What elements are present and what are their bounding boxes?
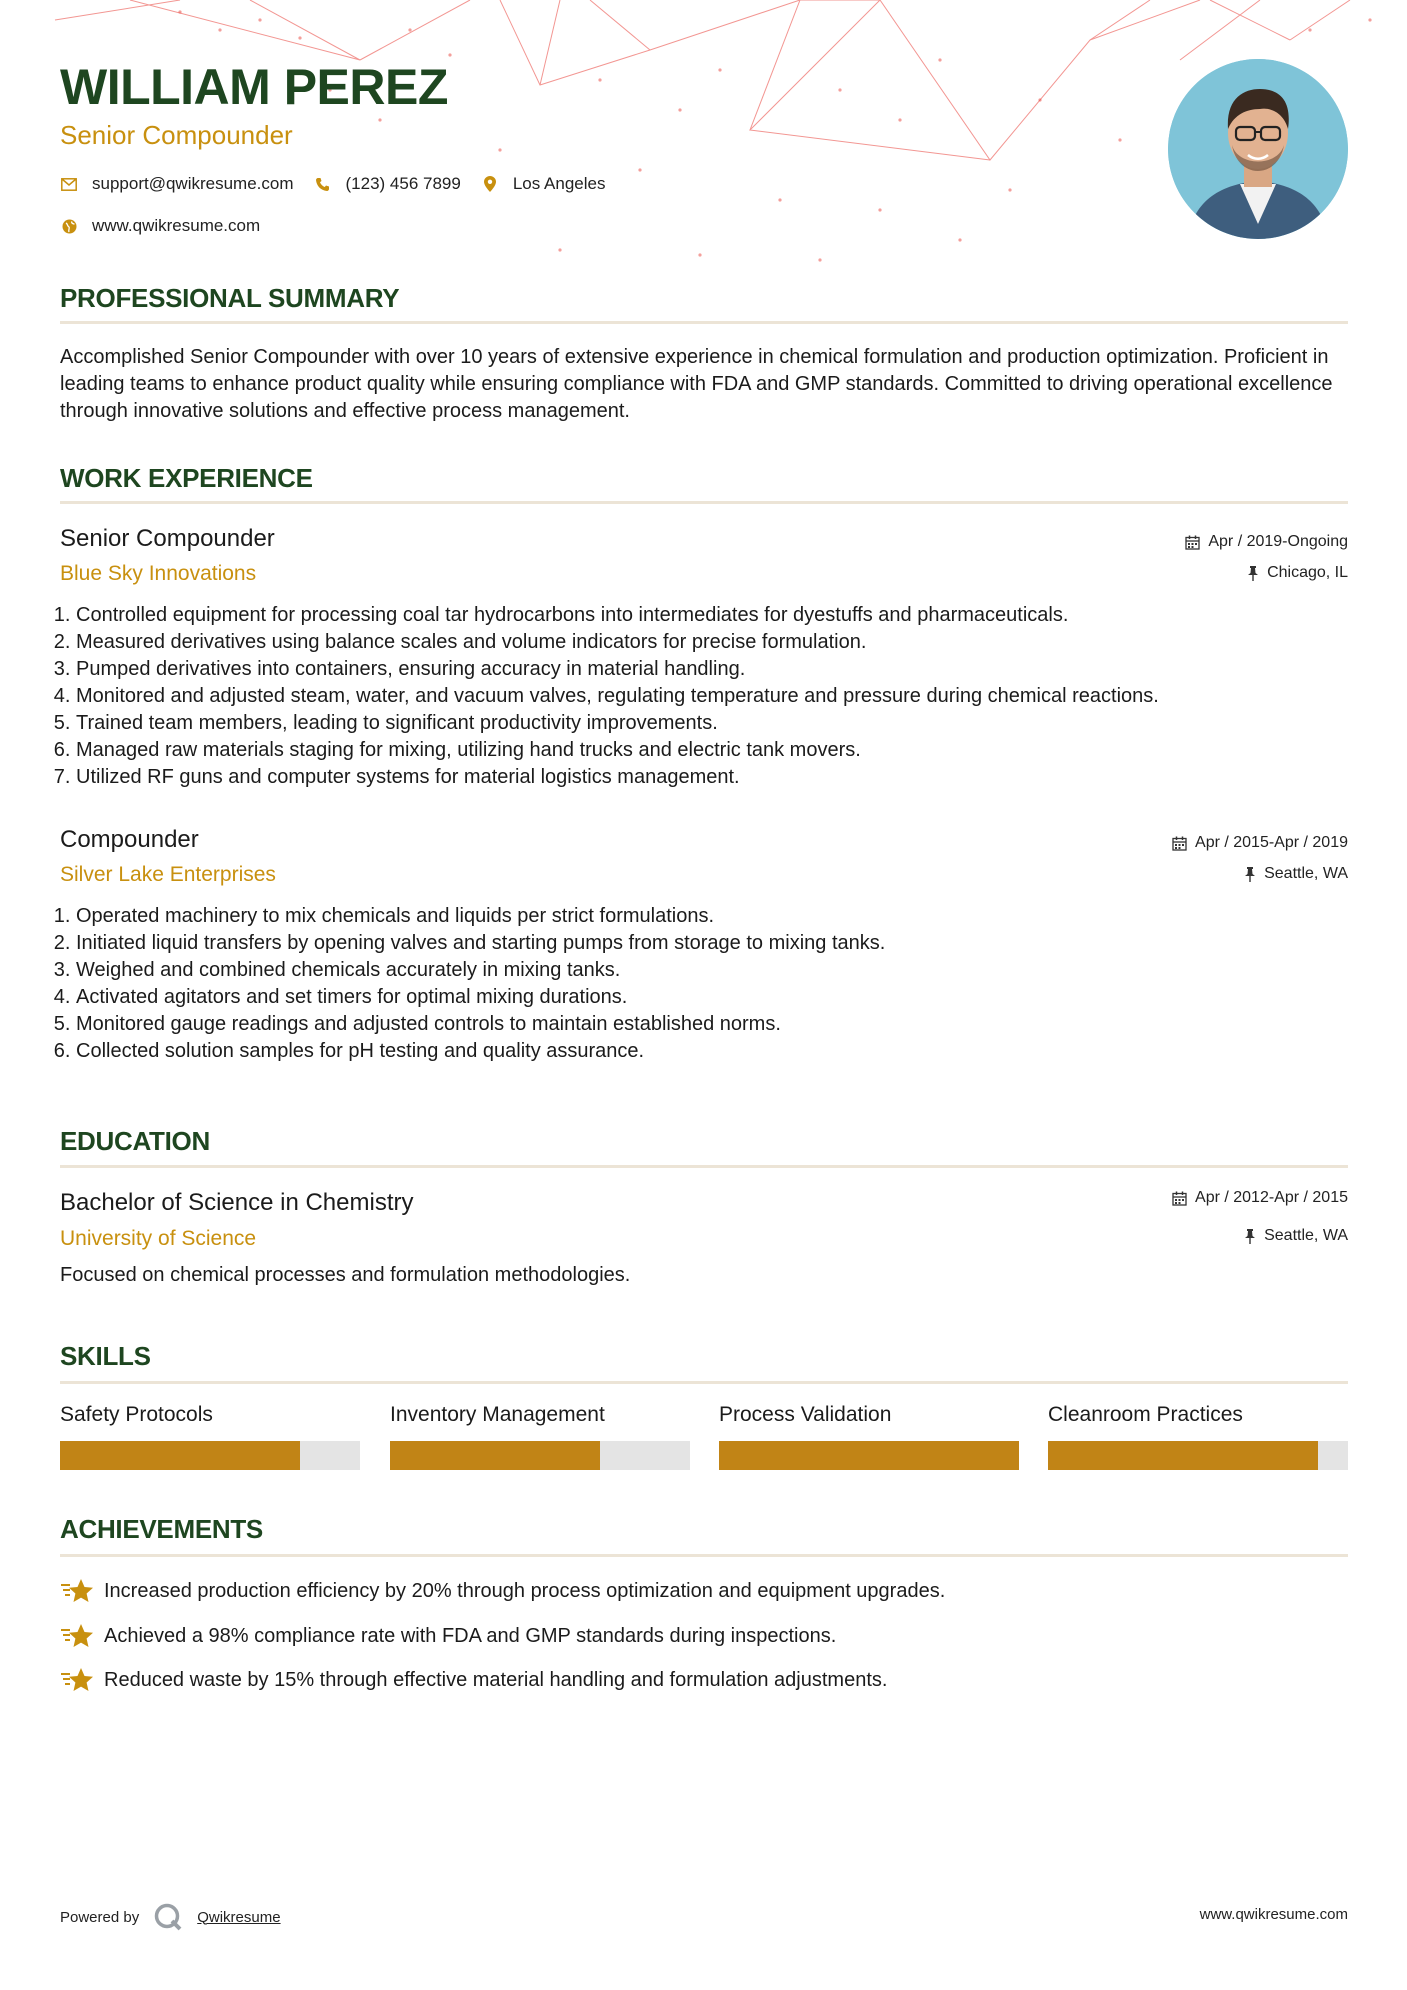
summary-divider: [60, 321, 1348, 324]
pushpin-icon: [1247, 566, 1259, 581]
job-bullet: 1. Controlled equipment for processing coal tar hydrocarbons into intermediates for dyestuffs and pharmaceuticals.: [76, 602, 1366, 629]
pushpin-icon: [1244, 867, 1256, 882]
contact-website[interactable]: [60, 216, 260, 236]
achievement-text: Increased production efficiency by 20% through process optimization and equipment upgrades.: [104, 1579, 946, 1602]
skills-heading: SKILLS: [60, 1341, 151, 1371]
pushpin-icon: [1244, 1229, 1256, 1244]
job-bullet-list: [54, 602, 1366, 791]
job-title: Senior Compounder: [60, 525, 275, 552]
achievement-text: Reduced waste by 15% through effective material handling and formulation adjustments.: [104, 1668, 888, 1691]
achievements-heading: ACHIEVEMENTS: [60, 1514, 263, 1544]
skill-level-track: [60, 1441, 360, 1470]
job-bullet: 4. Monitored and adjusted steam, water, and vacuum valves, regulating temperature and pressure during chemical reactions.: [76, 683, 1366, 710]
experience-heading: WORK EXPERIENCE: [60, 463, 313, 493]
job-location-text: Chicago, IL: [1267, 564, 1348, 581]
profile-photo: [1168, 59, 1348, 239]
job-dates: [1185, 533, 1348, 551]
education-heading: EDUCATION: [60, 1126, 210, 1156]
job-bullet: 2. Initiated liquid transfers by opening valves and starting pumps from storage to mixing tanks.: [76, 930, 1366, 957]
skill-name: Cleanroom Practices: [1048, 1403, 1243, 1426]
skill-level-fill: [1048, 1441, 1318, 1470]
footer-powered-by: [60, 1902, 281, 1932]
skill-level-fill: [719, 1441, 1019, 1470]
qwikresume-logo-icon: [153, 1902, 183, 1932]
job-dates: [1172, 834, 1348, 852]
achievement-item: [60, 1577, 945, 1605]
contact-location-text: Los Angeles: [512, 174, 606, 193]
skill-item: [1048, 1403, 1348, 1470]
footer-brand-link[interactable]: Qwikresume: [197, 1908, 281, 1926]
contact-email-text: support@qwikresume.com: [92, 174, 294, 193]
candidate-role: Senior Compounder: [60, 120, 293, 150]
education-dates: [1172, 1189, 1348, 1207]
job-bullet: 1. Operated machinery to mix chemicals and liquids per strict formulations.: [76, 903, 1366, 930]
map-pin-icon: [481, 175, 499, 193]
star-icon: [60, 1577, 94, 1605]
skill-name: Inventory Management: [390, 1403, 605, 1426]
contact-phone-text: (123) 456 7899: [345, 174, 461, 193]
job-company: Blue Sky Innovations: [60, 562, 257, 585]
candidate-name: WILLIAM PEREZ: [60, 59, 448, 115]
job-location-text: Seattle, WA: [1264, 865, 1348, 882]
job-bullet: 7. Utilized RF guns and computer systems for material logistics management.: [76, 764, 1366, 791]
achievements-divider: [60, 1554, 1348, 1557]
achievement-item: [60, 1666, 887, 1694]
skill-item: [60, 1403, 360, 1470]
job-bullet: 3. Weighed and combined chemicals accurately in mixing tanks.: [76, 957, 1366, 984]
envelope-icon: [60, 175, 78, 193]
skill-level-track: [719, 1441, 1019, 1470]
footer-website-link[interactable]: www.qwikresume.com: [1199, 1906, 1348, 1923]
summary-text: Accomplished Senior Compounder with over 10 years of extensive experience in chemical formulation and production optimization. Proficient in leading teams to enhance product quality while ensuring compliance with FDA and GMP standards. Committed to driving operational excellence through innovative solutions and effective process management.: [60, 346, 1333, 422]
job-bullet: 2. Measured derivatives using balance scales and volume indicators for precise formulation.: [76, 629, 1366, 656]
experience-divider: [60, 501, 1348, 504]
calendar-icon: [1172, 836, 1187, 851]
contact-website-text: www.qwikresume.com: [92, 216, 261, 235]
job-location: [1244, 865, 1348, 883]
skill-level-fill: [60, 1441, 300, 1470]
job-bullet: 5. Monitored gauge readings and adjusted controls to maintain established norms.: [76, 1011, 1366, 1038]
contact-phone[interactable]: [314, 174, 461, 194]
skill-name: Process Validation: [719, 1403, 892, 1426]
job-bullet: 3. Pumped derivatives into containers, ensuring accuracy in material handling.: [76, 656, 1366, 683]
education-location: [1244, 1227, 1348, 1245]
achievement-item: [60, 1622, 836, 1650]
contact-row-primary: [60, 174, 625, 194]
calendar-icon: [1185, 535, 1200, 550]
calendar-icon: [1172, 1191, 1187, 1206]
education-description: Focused on chemical processes and formulation methodologies.: [60, 1264, 631, 1286]
skill-level-track: [1048, 1441, 1348, 1470]
skill-item: [719, 1403, 1019, 1470]
summary-heading: PROFESSIONAL SUMMARY: [60, 283, 400, 313]
job-bullet-list: [54, 903, 1366, 1065]
skills-divider: [60, 1381, 1348, 1384]
star-icon: [60, 1666, 94, 1694]
job-bullet: 6. Managed raw materials staging for mixing, utilizing hand trucks and electric tank movers.: [76, 737, 1366, 764]
job-dates-text: Apr / 2015-Apr / 2019: [1195, 834, 1348, 851]
job-bullet: 4. Activated agitators and set timers for optimal mixing durations.: [76, 984, 1366, 1011]
phone-icon: [314, 175, 332, 193]
achievement-text: Achieved a 98% compliance rate with FDA and GMP standards during inspections.: [104, 1624, 837, 1647]
powered-by-text: Powered by: [60, 1908, 140, 1926]
contact-row-secondary: [60, 216, 280, 236]
education-school: University of Science: [60, 1227, 257, 1250]
job-location: [1247, 564, 1348, 582]
education-location-text: Seattle, WA: [1264, 1227, 1348, 1244]
job-bullet: 5. Trained team members, leading to significant productivity improvements.: [76, 710, 1366, 737]
contact-email[interactable]: [60, 174, 294, 194]
skill-name: Safety Protocols: [60, 1403, 213, 1426]
education-degree: Bachelor of Science in Chemistry: [60, 1189, 414, 1216]
job-company: Silver Lake Enterprises: [60, 863, 276, 886]
job-bullet: 6. Collected solution samples for pH testing and quality assurance.: [76, 1038, 1366, 1065]
skill-item: [390, 1403, 690, 1470]
star-icon: [60, 1622, 94, 1650]
job-title: Compounder: [60, 826, 199, 853]
job-dates-text: Apr / 2019-Ongoing: [1208, 533, 1348, 550]
globe-icon: [60, 217, 78, 235]
skill-level-track: [390, 1441, 690, 1470]
skill-level-fill: [390, 1441, 600, 1470]
education-dates-text: Apr / 2012-Apr / 2015: [1195, 1189, 1348, 1206]
contact-location: [481, 174, 606, 194]
education-divider: [60, 1165, 1348, 1168]
